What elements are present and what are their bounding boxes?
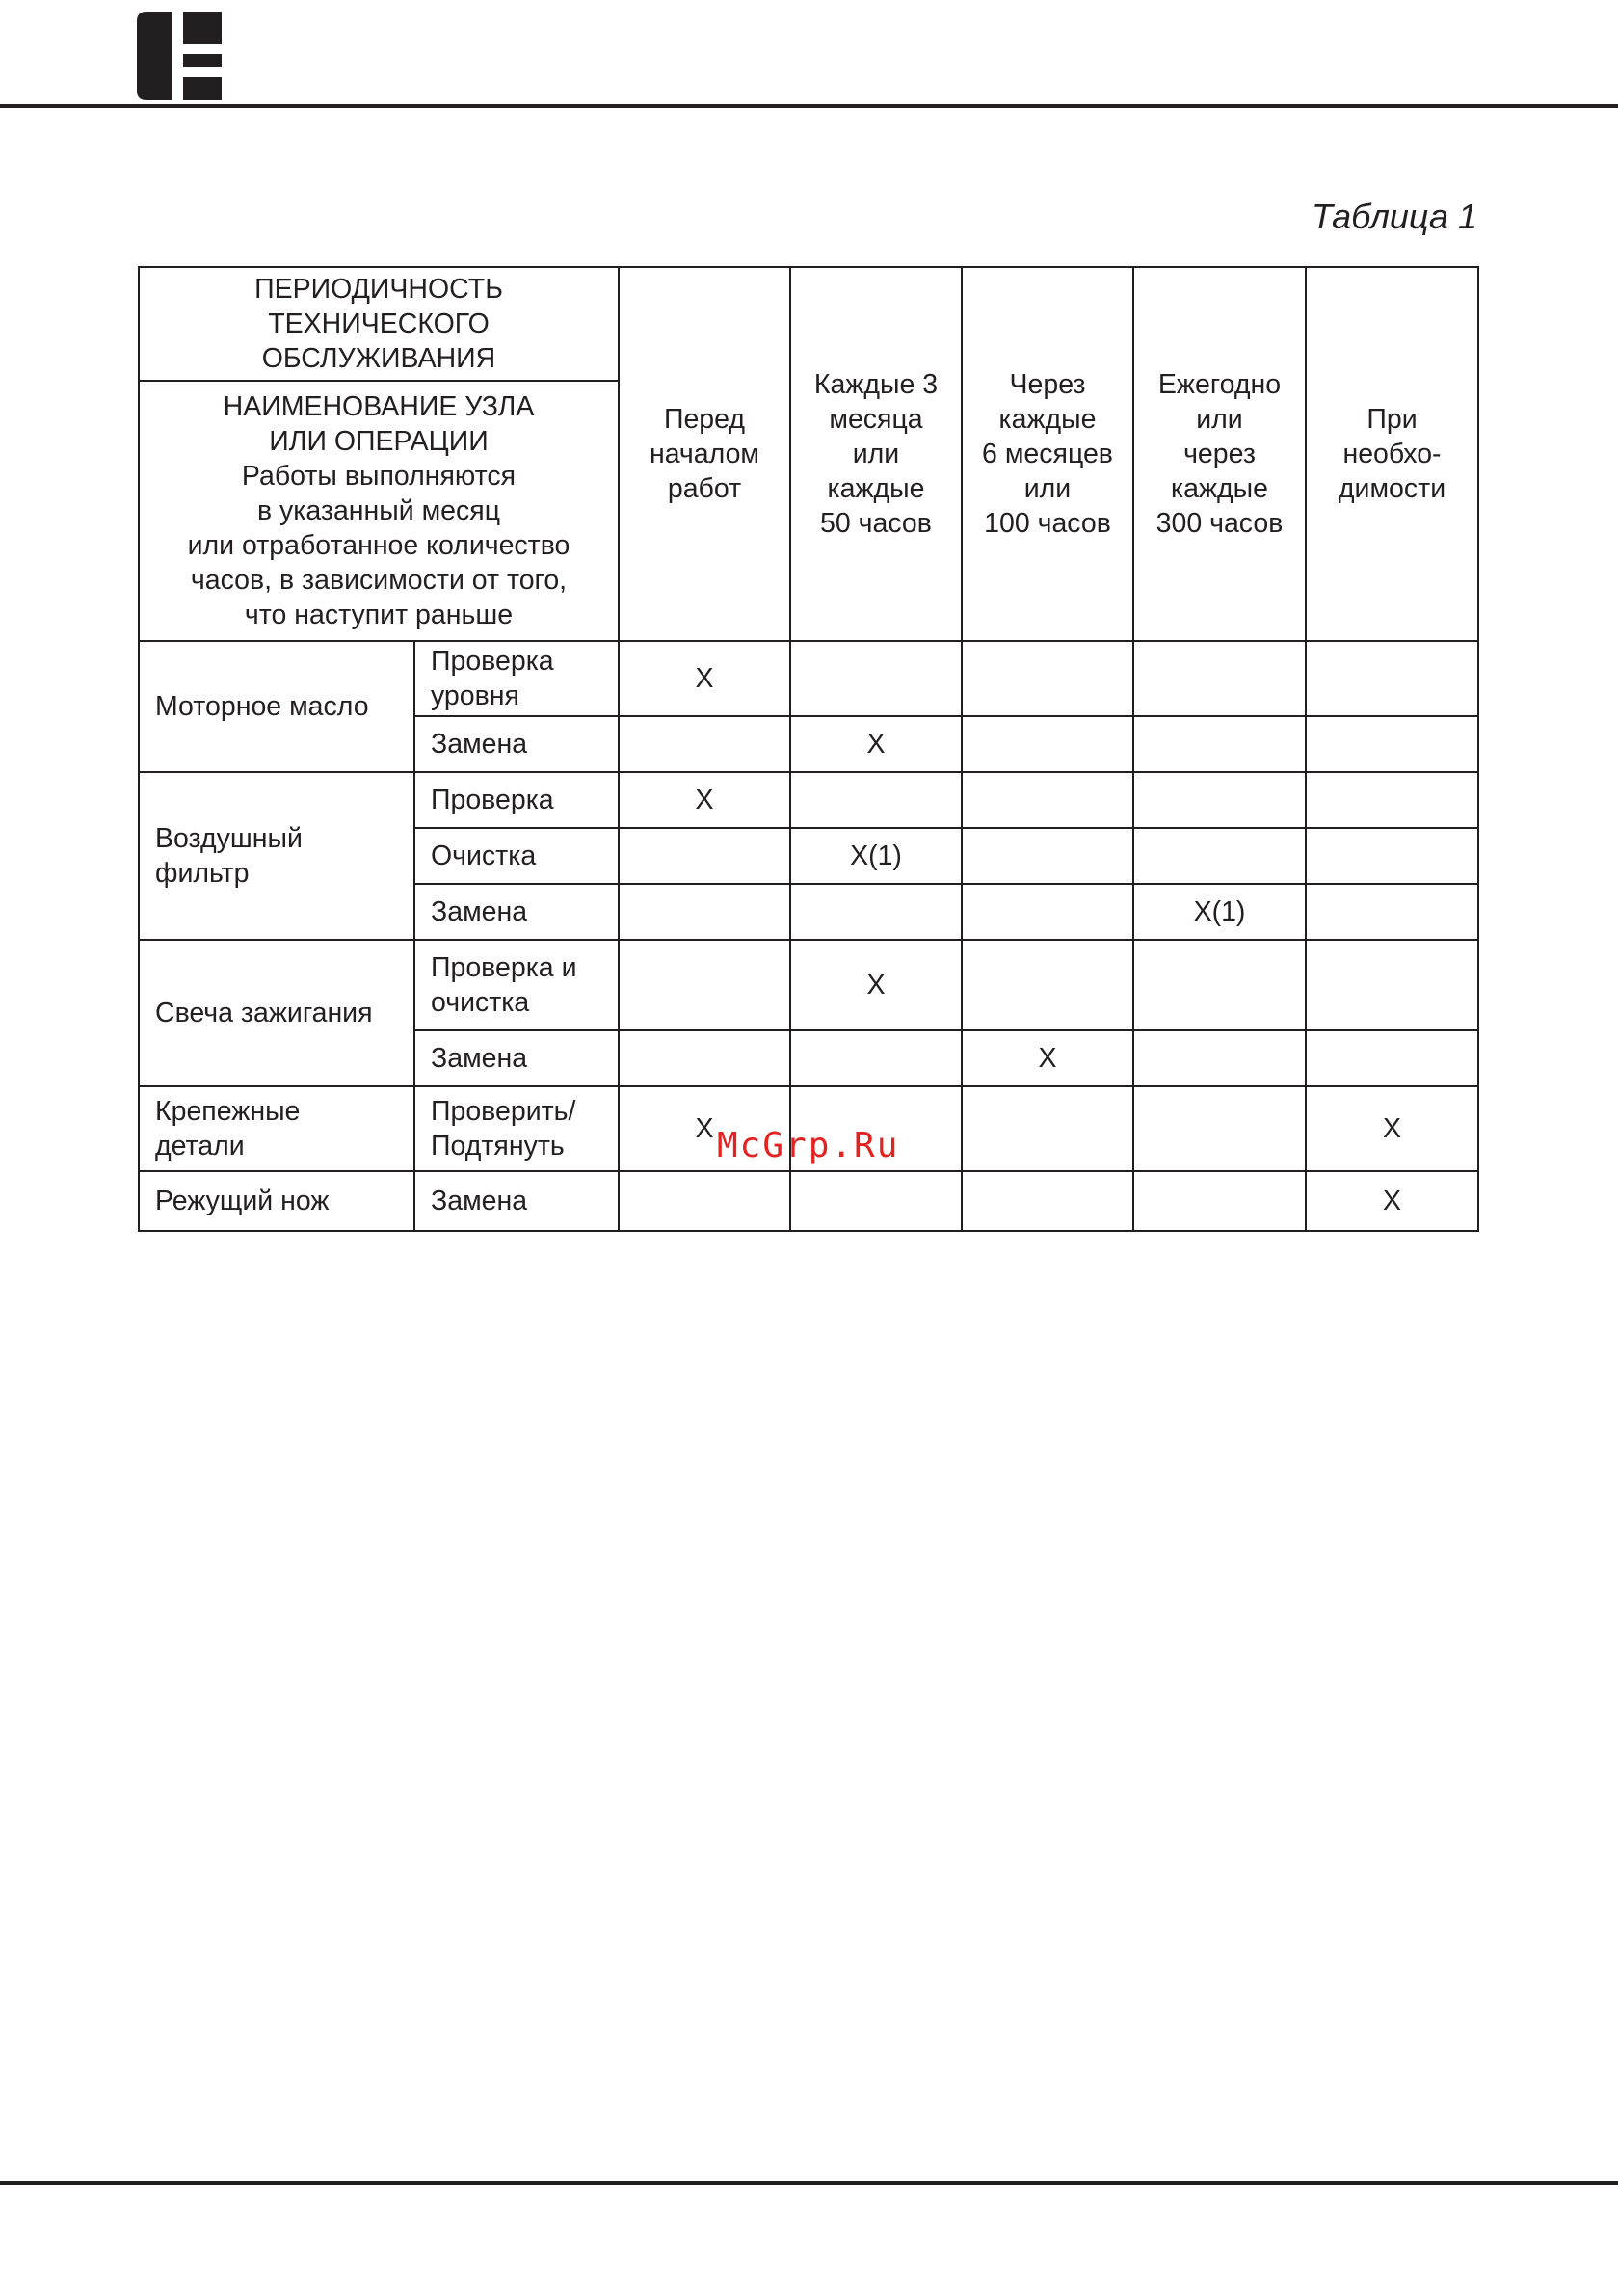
operation-cell	[414, 641, 619, 716]
interval-mark-cell	[619, 1030, 790, 1086]
header-name-line: или отработанное количество	[187, 530, 570, 561]
interval-mark-cell	[619, 1171, 790, 1231]
interval-mark-cell	[962, 1171, 1133, 1231]
interval-mark-cell: X	[619, 772, 790, 828]
column-header-line: 300 часов	[1155, 508, 1284, 539]
operation-line: уровня	[431, 681, 519, 711]
column-header-line: 6 месяцев	[982, 439, 1113, 469]
interval-mark-cell	[1306, 828, 1478, 884]
header-period-line: ПЕРИОДИЧНОСТЬ	[254, 274, 503, 305]
operation-cell	[414, 1030, 619, 1086]
interval-mark-cell	[962, 1086, 1133, 1171]
column-header-line: или	[1023, 473, 1072, 504]
operation-cell	[414, 828, 619, 884]
operation-line: очистка	[431, 987, 530, 1018]
part-name-line: детали	[155, 1131, 245, 1161]
watermark: McGrp.Ru	[717, 1126, 900, 1165]
interval-mark-cell	[1306, 884, 1478, 940]
column-header-every-3-months	[790, 267, 962, 641]
operation-line: Проверка	[431, 785, 554, 815]
interval-mark-cell	[962, 828, 1133, 884]
column-header-line: каждые	[1171, 473, 1268, 504]
part-name-line: Свеча зажигания	[155, 998, 373, 1028]
column-header-line: каждые	[827, 473, 925, 504]
interval-mark-cell	[962, 940, 1133, 1030]
column-header-line: Перед	[663, 404, 746, 435]
interval-mark-cell	[1306, 1030, 1478, 1086]
operation-cell	[414, 772, 619, 828]
header-name-line: в указанный месяц	[256, 495, 501, 526]
column-header-line: или	[852, 439, 900, 469]
part-name-cell	[139, 1086, 414, 1171]
header-rule	[0, 104, 1618, 108]
interval-mark-cell	[1133, 940, 1306, 1030]
interval-mark-cell	[1133, 772, 1306, 828]
operation-cell	[414, 716, 619, 772]
table-row	[139, 772, 1478, 828]
operation-line: Проверка и	[431, 952, 577, 983]
operation-line: Замена	[431, 1186, 528, 1216]
column-header-line: 50 часов	[820, 508, 932, 539]
interval-mark-cell: X	[790, 940, 962, 1030]
operation-line: Подтянуть	[431, 1131, 565, 1161]
operation-cell	[414, 940, 619, 1030]
part-name-line: Режущий нож	[155, 1186, 330, 1216]
operation-line: Замена	[431, 1043, 528, 1074]
column-header-line: началом	[649, 439, 760, 469]
interval-mark-cell	[790, 772, 962, 828]
part-name-line: фильтр	[155, 858, 250, 889]
interval-mark-cell	[619, 716, 790, 772]
interval-mark-cell	[1133, 1171, 1306, 1231]
column-header-as-needed	[1306, 267, 1478, 641]
interval-mark-cell	[619, 828, 790, 884]
interval-mark-cell: X	[619, 641, 790, 716]
header-name-cell	[139, 381, 619, 641]
column-header-line: Ежегодно	[1157, 369, 1282, 400]
operation-cell	[414, 1171, 619, 1231]
table-row	[139, 641, 1478, 716]
interval-mark-cell	[619, 940, 790, 1030]
header-period-cell	[139, 267, 619, 381]
interval-mark-cell: X(1)	[1133, 884, 1306, 940]
column-header-line: При	[1366, 404, 1418, 435]
column-header-line: через	[1183, 439, 1256, 469]
interval-mark-cell	[1306, 641, 1478, 716]
interval-mark-cell	[962, 884, 1133, 940]
column-header-before-work	[619, 267, 790, 641]
maintenance-table	[138, 266, 1479, 1232]
part-name-cell	[139, 940, 414, 1086]
header-name-line: что наступит раньше	[244, 600, 514, 630]
table-body	[139, 267, 1478, 1231]
interval-mark-cell	[790, 884, 962, 940]
interval-mark-cell	[1133, 716, 1306, 772]
interval-mark-cell: X	[619, 1086, 790, 1171]
column-header-line: Каждые 3	[813, 369, 939, 400]
header-name-line: Работы выполняются	[241, 461, 517, 492]
header-period-line: ОБСЛУЖИВАНИЯ	[261, 343, 496, 374]
part-name-line: Воздушный	[155, 823, 303, 854]
interval-mark-cell: X(1)	[790, 828, 962, 884]
operation-line: Замена	[431, 896, 528, 927]
interval-mark-cell: X	[1306, 1086, 1478, 1171]
operation-cell	[414, 1086, 619, 1171]
header-name-line: ИЛИ ОПЕРАЦИИ	[269, 426, 489, 457]
part-name-cell	[139, 1171, 414, 1231]
column-header-line: димости	[1338, 473, 1446, 504]
interval-mark-cell	[962, 772, 1133, 828]
header-row	[139, 267, 1478, 381]
interval-mark-cell	[1133, 1086, 1306, 1171]
interval-mark-cell	[1306, 772, 1478, 828]
part-name-cell	[139, 772, 414, 940]
column-header-line: 100 часов	[984, 508, 1111, 539]
brand-logo	[137, 12, 222, 100]
interval-mark-cell	[962, 716, 1133, 772]
interval-mark-cell	[790, 1171, 962, 1231]
interval-mark-cell	[1306, 716, 1478, 772]
column-header-every-6-months	[962, 267, 1133, 641]
operation-cell	[414, 884, 619, 940]
column-header-line: месяца	[829, 404, 923, 435]
column-header-line: каждые	[998, 404, 1097, 435]
column-header-yearly	[1133, 267, 1306, 641]
operation-line: Проверить/	[431, 1096, 576, 1127]
interval-mark-cell	[1133, 641, 1306, 716]
column-header-line: Через	[1009, 369, 1086, 400]
interval-mark-cell	[790, 641, 962, 716]
table-row	[139, 1171, 1478, 1231]
header-period-line: ТЕХНИЧЕСКОГО	[268, 308, 490, 339]
interval-mark-cell	[619, 884, 790, 940]
table-caption: Таблица 1	[1311, 197, 1477, 236]
interval-mark-cell: X	[1306, 1171, 1478, 1231]
part-name-cell	[139, 641, 414, 772]
column-header-line: или	[1196, 404, 1243, 435]
interval-mark-cell: X	[962, 1030, 1133, 1086]
table-row	[139, 940, 1478, 1030]
interval-mark-cell: X	[790, 716, 962, 772]
operation-line: Проверка	[431, 646, 554, 677]
operation-line: Замена	[431, 729, 528, 760]
interval-mark-cell	[790, 1030, 962, 1086]
interval-mark-cell	[1133, 1030, 1306, 1086]
column-header-line: работ	[667, 473, 742, 504]
part-name-line: Моторное масло	[155, 691, 369, 722]
header-name-line: часов, в зависимости от того,	[190, 565, 568, 596]
interval-mark-cell	[1306, 940, 1478, 1030]
footer-rule	[0, 2181, 1618, 2185]
interval-mark-cell	[962, 641, 1133, 716]
part-name-line: Крепежные	[155, 1096, 301, 1127]
header-name-line: НАИМЕНОВАНИЕ УЗЛА	[223, 391, 535, 422]
operation-line: Очистка	[431, 841, 537, 871]
interval-mark-cell	[1133, 828, 1306, 884]
column-header-line: необхо-	[1342, 439, 1442, 469]
